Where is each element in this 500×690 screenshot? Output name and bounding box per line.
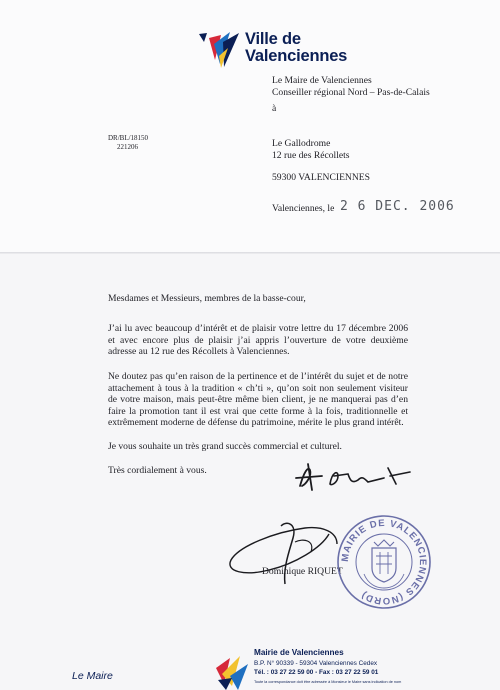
recipient-name: Le Gallodrome	[272, 138, 331, 149]
footer-emblem-icon	[210, 650, 255, 690]
city-name	[245, 31, 347, 65]
city-emblem-icon	[197, 30, 245, 70]
seal-text: MAIRIE DE VALENCIENNES (NORD)	[339, 517, 429, 607]
footer-note: Toute la correspondance doit être adressée à Monsieur le Maire sans indication de nom	[254, 680, 402, 684]
reference-number: 221206	[117, 143, 138, 151]
date-prefix: Valenciennes, le	[272, 203, 335, 214]
city-logo	[197, 30, 347, 72]
closing: Très cordialement à vous.	[108, 465, 207, 476]
official-seal-icon	[334, 512, 434, 612]
sender-subtitle: Conseiller régional Nord – Pas-de-Calais	[272, 87, 430, 98]
date-stamp: 2 6 DEC. 2006	[340, 199, 455, 214]
paragraph-1: J’ai lu avec beaucoup d’intérêt et de plaisir votre lettre du 17 décembre 2006 et avec encore plus de plaisir j’ai appris l’ouverture de votre deuxième adresse au 12 rue des Récollets à Valenciennes.	[108, 323, 408, 357]
city-name-line1: Ville de	[245, 30, 301, 48]
paragraph-3: Je vous souhaite un très grand succès commercial et culturel.	[108, 441, 342, 452]
footer-address: B.P. N° 90339 - 59304 Valenciennes Cedex	[254, 660, 378, 667]
salutation: Mesdames et Messieurs, membres de la basse-cour,	[108, 293, 306, 304]
sender-title: Le Maire de Valenciennes	[272, 75, 372, 86]
handwritten-signature-icon	[292, 460, 420, 496]
paraphe-signature-icon	[225, 518, 345, 590]
recipient-city: 59300 VALENCIENNES	[272, 172, 370, 183]
letter-sheet-bottom	[0, 254, 500, 690]
paragraph-2: Ne doutez pas qu’en raison de la pertinence et de l’intérêt du sujet et de notre attachement à tous à la tradition « ch’ti », qu’on soit non seulement visiteur de votre maison, mais peut-être même bien client, je ne manquerai pas d’en faire la promotion tant il est vrai que cette forme à la fois, traditionnelle et extrêmement moderne de défense du patrimoine, mérite le plus grand intérêt.	[108, 371, 408, 428]
footer-phone: Tél. : 03 27 22 59 00 - Fax : 03 27 22 59 01	[254, 669, 379, 676]
footer-title: Mairie de Valenciennes	[254, 648, 344, 657]
reference-code: DR/BL/18150	[108, 134, 149, 142]
to-word: à	[272, 103, 277, 114]
footer-role: Le Maire	[72, 670, 113, 682]
signatory-name: Dominique RIQUET	[262, 566, 343, 577]
recipient-street: 12 rue des Récollets	[272, 150, 350, 161]
city-name-line2: Valenciennes	[245, 47, 348, 65]
svg-text:MAIRIE DE VALENCIENNES (NORD)	[340, 518, 428, 606]
